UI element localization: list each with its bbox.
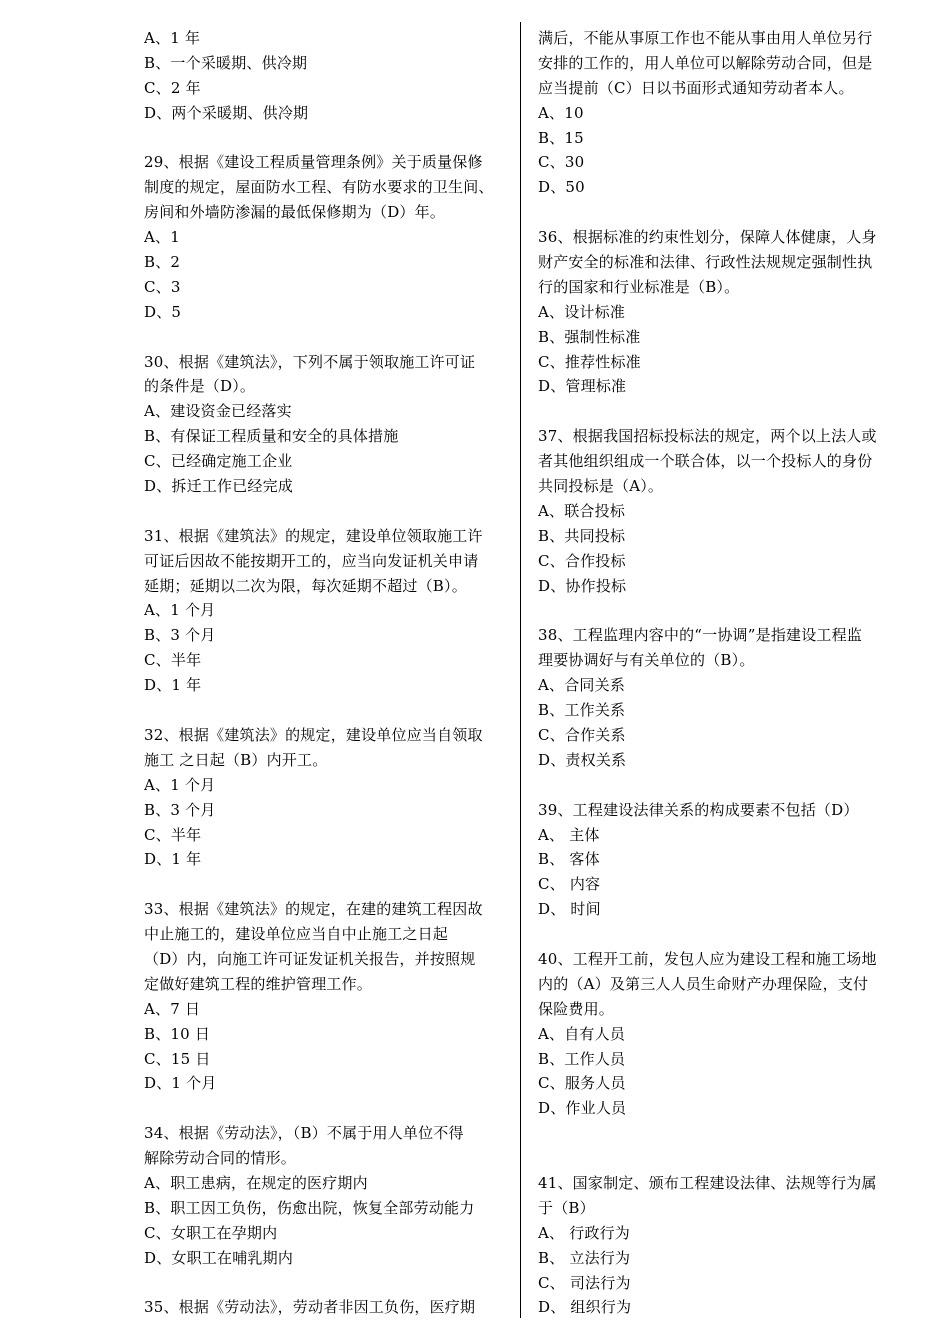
left-text-line: B、10 日	[144, 1024, 211, 1043]
left-text-line: C、15 日	[144, 1049, 211, 1068]
right-text-line: 保险费用。	[538, 999, 615, 1018]
right-text-line: D、作业人员	[538, 1099, 627, 1118]
left-text-line: 中止施工的，建设单位应当自中止施工之日起	[144, 925, 449, 944]
right-text-line: D、责权关系	[538, 750, 627, 769]
left-text-line: D、5	[144, 302, 182, 321]
left-text-line: B、一个采暖期、供冷期	[144, 53, 308, 72]
left-text-line: D、1 年	[144, 676, 202, 695]
left-text-line: B、3 个月	[144, 800, 216, 819]
right-text-line: C、推荐性标准	[538, 352, 641, 371]
right-blank-line	[538, 922, 900, 947]
right-text-line: A、合同关系	[538, 676, 626, 695]
left-text-line: C、已经确定施工企业	[144, 452, 293, 471]
right-text-line: 者其他组织组成一个联合体，以一个投标人的身份	[538, 452, 873, 471]
right-text-line: B、强制性标准	[538, 327, 641, 346]
right-text-line: C、服务人员	[538, 1074, 626, 1093]
left-text-line: 延期；延期以二次为限，每次延期不超过（B）。	[144, 576, 467, 595]
left-text-line: 29、根据《建设工程质量管理条例》关于质量保修	[144, 153, 483, 172]
left-text-line: B、有保证工程质量和安全的具体措施	[144, 427, 399, 446]
left-blank-line	[144, 126, 512, 151]
right-text-line: D、管理标准	[538, 377, 627, 396]
right-text-line: 37、根据我国招标投标法的规定，两个以上法人或	[538, 427, 877, 446]
left-text-line: A、7 日	[144, 999, 201, 1018]
left-text-line: 制度的规定，屋面防水工程、有防水要求的卫生间、	[144, 178, 494, 197]
left-text-line: A、职工患病，在规定的医疗期内	[144, 1173, 368, 1192]
left-text-line: D、1 个月	[144, 1074, 217, 1093]
right-text-line: 38、工程监理内容中的“一协调”是指建设工程监	[538, 626, 863, 645]
right-column	[538, 26, 900, 1320]
right-text-line: C、合作关系	[538, 725, 626, 744]
right-text-line: 财产安全的标准和法律、行政性法规规定强制性执	[538, 253, 873, 272]
left-text-line: C、半年	[144, 825, 202, 844]
right-text-line: C、合作投标	[538, 551, 626, 570]
right-text-line: B、15	[538, 128, 584, 147]
right-text-line: D、50	[538, 178, 585, 197]
right-text-line: 40、工程开工前，发包人应为建设工程和施工场地	[538, 949, 877, 968]
right-text-line: A、自有人员	[538, 1024, 626, 1043]
right-text-line: B、 客体	[538, 850, 600, 869]
left-text-line: 房间和外墙防渗漏的最低保修期为（D）年。	[144, 203, 446, 222]
left-text-line: D、女职工在哺乳期内	[144, 1248, 294, 1267]
left-text-line: A、1 个月	[144, 601, 216, 620]
left-blank-line	[144, 325, 512, 350]
left-text-line: C、半年	[144, 651, 202, 670]
left-text-line: 33、根据《建筑法》的规定，在建的建筑工程因故	[144, 900, 483, 919]
left-blank-line	[144, 499, 512, 524]
right-text-line: 于（B）	[538, 1198, 595, 1217]
left-text-line: 34、根据《劳动法》，（B）不属于用人单位不得	[144, 1124, 464, 1143]
left-column	[144, 26, 512, 1320]
right-blank-line	[538, 773, 900, 798]
column-divider	[520, 22, 521, 1318]
left-text-line: A、1 年	[144, 29, 201, 47]
right-text-line: 应当提前（C）日以书面形式通知劳动者本人。	[538, 78, 854, 97]
right-text-line: B、工作关系	[538, 701, 626, 720]
right-blank-line	[538, 1121, 900, 1146]
right-text-line: B、工作人员	[538, 1049, 626, 1068]
left-text-line: C、2 年	[144, 78, 201, 97]
left-text-line: 的条件是（D）。	[144, 377, 256, 396]
right-text-line: B、 立法行为	[538, 1248, 631, 1267]
right-text-line: C、 内容	[538, 875, 601, 894]
left-blank-line	[144, 1096, 512, 1121]
left-text-line: 30、根据《建筑法》，下列不属于领取施工许可证	[144, 352, 476, 371]
left-blank-line	[144, 1271, 512, 1296]
right-text-line: C、30	[538, 153, 585, 172]
left-text-line: B、2	[144, 253, 181, 272]
right-text-line: 内的（A）及第三人人员生命财产办理保险，支付	[538, 974, 869, 993]
right-text-line: A、10	[538, 103, 584, 122]
right-text-line: D、 组织行为	[538, 1298, 632, 1317]
right-text-line: A、设计标准	[538, 302, 626, 321]
right-text-line: 39、工程建设法律关系的构成要素不包括（D）	[538, 800, 859, 819]
right-text-line: 行的国家和行业标准是（B）。	[538, 277, 740, 296]
left-blank-line	[144, 698, 512, 723]
right-text-line: A、 主体	[538, 825, 600, 844]
right-text-line: D、 时间	[538, 900, 601, 919]
right-text-line: 共同投标是（A）。	[538, 477, 664, 496]
left-text-line: A、1 个月	[144, 775, 216, 794]
left-text-line: D、两个采暖期、供冷期	[144, 103, 309, 122]
left-text-line: A、建设资金已经落实	[144, 402, 292, 421]
right-text-line: C、 司法行为	[538, 1273, 631, 1292]
left-text-line: 可证后因故不能按期开工的，应当向发证机关申请	[144, 551, 479, 570]
left-text-line: 32、根据《建筑法》的规定，建设单位应当自领取	[144, 725, 483, 744]
right-text-line: A、 行政行为	[538, 1223, 631, 1242]
left-text-line: D、1 年	[144, 850, 202, 869]
left-text-line: C、3	[144, 277, 181, 296]
left-text-line: 解除劳动合同的情形。	[144, 1149, 297, 1168]
left-text-line: D、拆迁工作已经完成	[144, 477, 294, 496]
right-text-line: B、共同投标	[538, 526, 626, 545]
right-blank-line	[538, 598, 900, 623]
right-blank-line	[538, 200, 900, 225]
left-text-line: C、女职工在孕期内	[144, 1223, 278, 1242]
right-text-line: 41、国家制定、颁布工程建设法律、法规等行为属	[538, 1173, 877, 1192]
left-text-line: A、1	[144, 228, 180, 247]
right-text-line: 理要协调好与有关单位的（B）。	[538, 651, 755, 670]
left-text-line: B、3 个月	[144, 626, 216, 645]
right-text-line: 满后，不能从事原工作也不能从事由用人单位另行	[538, 29, 873, 47]
right-text-line: 36、根据标准的约束性划分，保障人体健康，人身	[538, 228, 877, 247]
right-text-line: A、联合投标	[538, 501, 626, 520]
left-text-line: B、职工因工负伤，伤愈出院，恢复全部劳动能力	[144, 1198, 475, 1217]
right-text-line: 安排的工作的，用人单位可以解除劳动合同，但是	[538, 53, 873, 72]
left-text-line: 31、根据《建筑法》的规定，建设单位领取施工许	[144, 526, 483, 545]
right-text-line: D、协作投标	[538, 576, 627, 595]
right-blank-line	[538, 399, 900, 424]
left-blank-line	[144, 872, 512, 897]
left-text-line: 35、根据《劳动法》，劳动者非因工负伤，医疗期	[144, 1298, 476, 1317]
right-blank-line	[538, 1146, 900, 1171]
left-text-line: 定做好建筑工程的维护管理工作。	[144, 974, 373, 993]
left-text-line: （D）内，向施工许可证发证机关报告，并按照规	[144, 949, 476, 968]
left-text-line: 施工 之日起（B）内开工。	[144, 750, 328, 769]
